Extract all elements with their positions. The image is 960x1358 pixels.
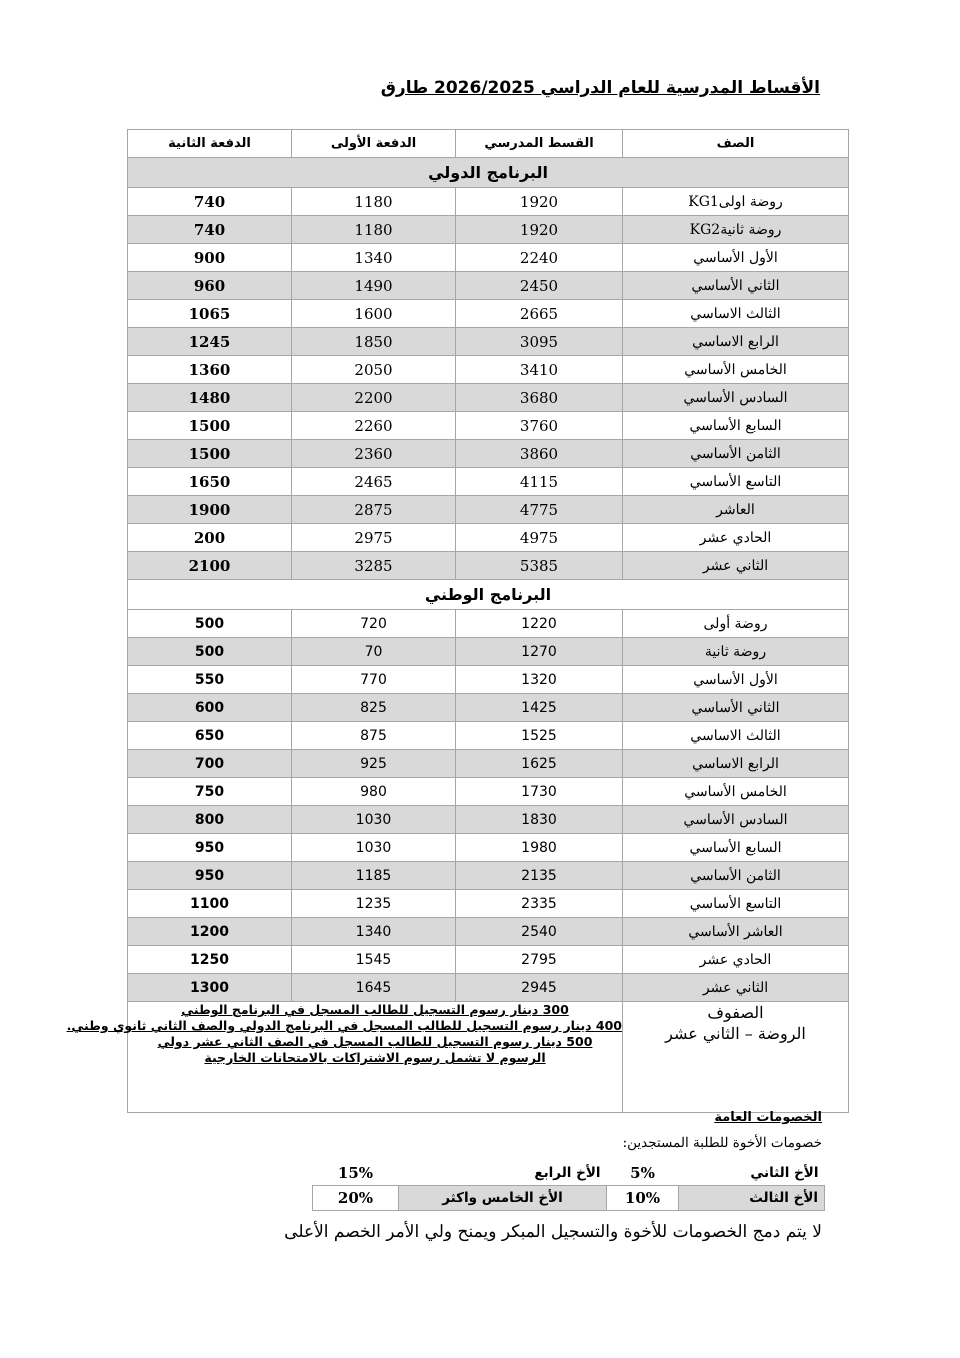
cell-first-payment: 2360	[292, 440, 456, 468]
header-second-payment: الدفعة الثانية	[128, 130, 292, 158]
table-row	[128, 384, 849, 412]
cell-first-payment: 1030	[292, 834, 456, 862]
table-row	[128, 440, 849, 468]
table-row	[128, 890, 849, 918]
discount-value: 10%	[607, 1186, 679, 1211]
cell-grade: الرابع الاساسي	[623, 750, 849, 778]
cell-school-fee: 2450	[456, 272, 623, 300]
cell-grade: الحادي عشر	[623, 524, 849, 552]
table-row	[128, 834, 849, 862]
table-row	[128, 722, 849, 750]
cell-grade: الثاني الأساسي	[623, 272, 849, 300]
cell-grade: الثامن الأساسي	[623, 862, 849, 890]
cell-grade: السابع الأساسي	[623, 412, 849, 440]
cell-school-fee: 1980	[456, 834, 623, 862]
cell-grade: الثاني الأساسي	[623, 694, 849, 722]
discount-row	[313, 1161, 825, 1186]
cell-second-payment: 1900	[128, 496, 292, 524]
cell-grade: الثالث الاساسي	[623, 722, 849, 750]
fees-table	[66, 129, 849, 1113]
cell-school-fee: 3410	[456, 356, 623, 384]
cell-second-payment: 740	[128, 216, 292, 244]
cell-second-payment: 200	[128, 524, 292, 552]
cell-grade: السادس الأساسي	[623, 384, 849, 412]
cell-grade: الخامس الأساسي	[623, 778, 849, 806]
cell-second-payment: 1480	[128, 384, 292, 412]
cell-second-payment: 950	[128, 862, 292, 890]
cell-first-payment: 2200	[292, 384, 456, 412]
table-row	[128, 244, 849, 272]
cell-grade: الثالث الاساسي	[623, 300, 849, 328]
table-row	[128, 974, 849, 1002]
cell-school-fee: 2795	[456, 946, 623, 974]
cell-grade: الثاني عشر	[623, 974, 849, 1002]
cell-first-payment: 1545	[292, 946, 456, 974]
cell-first-payment: 1340	[292, 918, 456, 946]
table-row	[128, 694, 849, 722]
table-row	[128, 638, 849, 666]
table-row	[128, 216, 849, 244]
notes-row	[128, 1002, 849, 1113]
cell-school-fee: 1625	[456, 750, 623, 778]
cell-first-payment: 875	[292, 722, 456, 750]
table-row	[128, 666, 849, 694]
table-row	[128, 946, 849, 974]
cell-grade: روضة ثانية	[623, 638, 849, 666]
discount-value: 5%	[630, 1164, 655, 1182]
section-international-title	[128, 158, 849, 188]
cell-first-payment: 1235	[292, 890, 456, 918]
table-row	[128, 778, 849, 806]
cell-school-fee: 1830	[456, 806, 623, 834]
cell-grade: روضة أولى	[623, 610, 849, 638]
sibling-discounts-table	[312, 1161, 825, 1211]
cell-grade: الحادي عشر	[623, 946, 849, 974]
cell-grade: الأول الأساسي	[623, 666, 849, 694]
cell-first-payment: 1850	[292, 328, 456, 356]
cell-grade: العاشر الأساسي	[623, 918, 849, 946]
discounts-heading: الخصومات العامة	[714, 1110, 822, 1125]
discount-value: 15%	[337, 1164, 374, 1182]
cell-second-payment: 700	[128, 750, 292, 778]
cell-first-payment: 980	[292, 778, 456, 806]
cell-school-fee: 2945	[456, 974, 623, 1002]
cell-school-fee: 1320	[456, 666, 623, 694]
cell-grade: روضة اولىKG1	[623, 188, 849, 216]
cell-grade: العاشر	[623, 496, 849, 524]
footer-note: لا يتم دمج الخصومات للأخوة والتسجيل المبكر ويمنح ولي الأمر الخصم الأعلى	[284, 1222, 822, 1242]
cell-second-payment: 1300	[128, 974, 292, 1002]
cell-second-payment: 950	[128, 834, 292, 862]
cell-second-payment: 1245	[128, 328, 292, 356]
cell-school-fee: 1920	[456, 188, 623, 216]
cell-grade: الثامن الأساسي	[623, 440, 849, 468]
section-national-title	[128, 580, 849, 610]
header-first-payment: الدفعة الأولى	[292, 130, 456, 158]
cell-school-fee: 4115	[456, 468, 623, 496]
cell-school-fee: 4975	[456, 524, 623, 552]
cell-grade: الثاني عشر	[623, 552, 849, 580]
cell-first-payment: 1180	[292, 216, 456, 244]
section-title: البرنامج الوطني	[128, 580, 849, 610]
table-row	[128, 300, 849, 328]
cell-second-payment: 750	[128, 778, 292, 806]
discounts-subheading: خصومات الأخوة للطلبة المستجدين:	[622, 1135, 822, 1151]
cell-second-payment: 740	[128, 188, 292, 216]
table-row	[128, 552, 849, 580]
cell-second-payment: 500	[128, 638, 292, 666]
cell-second-payment: 600	[128, 694, 292, 722]
cell-first-payment: 770	[292, 666, 456, 694]
table-row	[128, 496, 849, 524]
page-title: الأقساط المدرسية للعام الدراسي 2026/2025 طارق	[380, 78, 820, 98]
cell-second-payment: 1650	[128, 468, 292, 496]
table-row	[128, 328, 849, 356]
cell-first-payment: 925	[292, 750, 456, 778]
cell-school-fee: 3095	[456, 328, 623, 356]
cell-school-fee: 2335	[456, 890, 623, 918]
section-title: البرنامج الدولي	[128, 158, 849, 188]
cell-second-payment: 1500	[128, 412, 292, 440]
cell-grade: الخامس الأساسي	[623, 356, 849, 384]
cell-first-payment: 1645	[292, 974, 456, 1002]
cell-first-payment: 825	[292, 694, 456, 722]
cell-second-payment: 900	[128, 244, 292, 272]
discount-value: 20%	[313, 1186, 399, 1211]
cell-school-fee: 1220	[456, 610, 623, 638]
table-row	[128, 524, 849, 552]
table-row	[128, 806, 849, 834]
header-school-fee: القسط المدرسي	[456, 130, 623, 158]
cell-school-fee: 2240	[456, 244, 623, 272]
discount-row	[313, 1186, 825, 1211]
cell-school-fee: 1270	[456, 638, 623, 666]
cell-school-fee: 5385	[456, 552, 623, 580]
note-line: 300 دينار رسوم التسجيل للطالب المسجل في البرنامج الوطني	[181, 1002, 569, 1017]
table-row	[128, 356, 849, 384]
cell-first-payment: 720	[292, 610, 456, 638]
cell-second-payment: 1065	[128, 300, 292, 328]
cell-first-payment: 1030	[292, 806, 456, 834]
note-line: الرسوم لا تشمل رسوم الاشتراكات بالامتحانات الخارجية	[204, 1050, 546, 1065]
cell-second-payment: 1500	[128, 440, 292, 468]
table-row	[128, 412, 849, 440]
cell-school-fee: 1730	[456, 778, 623, 806]
cell-grade: السابع الأساسي	[623, 834, 849, 862]
header-grade: الصف	[623, 130, 849, 158]
cell-school-fee: 2540	[456, 918, 623, 946]
note-line: 500 دينار رسوم التسجيل للطالب المسجل في الصف الثاني عشر دولي	[157, 1034, 593, 1049]
cell-first-payment: 3285	[292, 552, 456, 580]
cell-grade: التاسع الأساسي	[623, 890, 849, 918]
cell-school-fee: 1920	[456, 216, 623, 244]
cell-school-fee: 1525	[456, 722, 623, 750]
cell-first-payment: 1180	[292, 188, 456, 216]
table-header-row	[128, 130, 849, 158]
discount-label: الأخ الخامس واكثر	[399, 1186, 607, 1211]
table-row	[128, 862, 849, 890]
cell-grade: الأول الأساسي	[623, 244, 849, 272]
cell-second-payment: 960	[128, 272, 292, 300]
cell-first-payment: 1340	[292, 244, 456, 272]
cell-first-payment: 2260	[292, 412, 456, 440]
grades-range-cell	[623, 1002, 849, 1113]
cell-first-payment: 2050	[292, 356, 456, 384]
cell-school-fee: 3760	[456, 412, 623, 440]
table-row	[128, 918, 849, 946]
cell-first-payment: 70	[292, 638, 456, 666]
cell-second-payment: 1100	[128, 890, 292, 918]
cell-first-payment: 2875	[292, 496, 456, 524]
cell-grade: التاسع الأساسي	[623, 468, 849, 496]
cell-first-payment: 2465	[292, 468, 456, 496]
cell-school-fee: 2135	[456, 862, 623, 890]
cell-grade: السادس الأساسي	[623, 806, 849, 834]
cell-second-payment: 500	[128, 610, 292, 638]
cell-second-payment: 800	[128, 806, 292, 834]
table-row	[128, 468, 849, 496]
cell-school-fee: 1425	[456, 694, 623, 722]
cell-first-payment: 1490	[292, 272, 456, 300]
grades-range: الروضة – الثاني عشر	[665, 1024, 806, 1043]
discount-label: الأخ الرابع	[534, 1165, 601, 1181]
table-row	[128, 610, 849, 638]
cell-second-payment: 650	[128, 722, 292, 750]
cell-second-payment: 2100	[128, 552, 292, 580]
grades-label: الصفوف	[707, 1003, 764, 1022]
table-row	[128, 188, 849, 216]
registration-fees-notes	[66, 1002, 623, 1113]
table-row	[128, 272, 849, 300]
cell-school-fee: 3860	[456, 440, 623, 468]
discount-label: الأخ الثاني	[750, 1165, 819, 1181]
cell-school-fee: 4775	[456, 496, 623, 524]
cell-school-fee: 2665	[456, 300, 623, 328]
cell-grade: الرابع الاساسي	[623, 328, 849, 356]
cell-second-payment: 1200	[128, 918, 292, 946]
cell-grade: روضة ثانيةKG2	[623, 216, 849, 244]
table-row	[128, 750, 849, 778]
cell-first-payment: 1600	[292, 300, 456, 328]
cell-first-payment: 2975	[292, 524, 456, 552]
cell-first-payment: 1185	[292, 862, 456, 890]
cell-second-payment: 1250	[128, 946, 292, 974]
note-line: 400 دينار رسوم التسجيل للطالب المسجل في البرنامج الدولي والصف الثاني ثانوي وطني.	[66, 1018, 622, 1033]
cell-school-fee: 3680	[456, 384, 623, 412]
discount-label: الأخ الثالث	[679, 1186, 825, 1211]
cell-second-payment: 550	[128, 666, 292, 694]
cell-second-payment: 1360	[128, 356, 292, 384]
